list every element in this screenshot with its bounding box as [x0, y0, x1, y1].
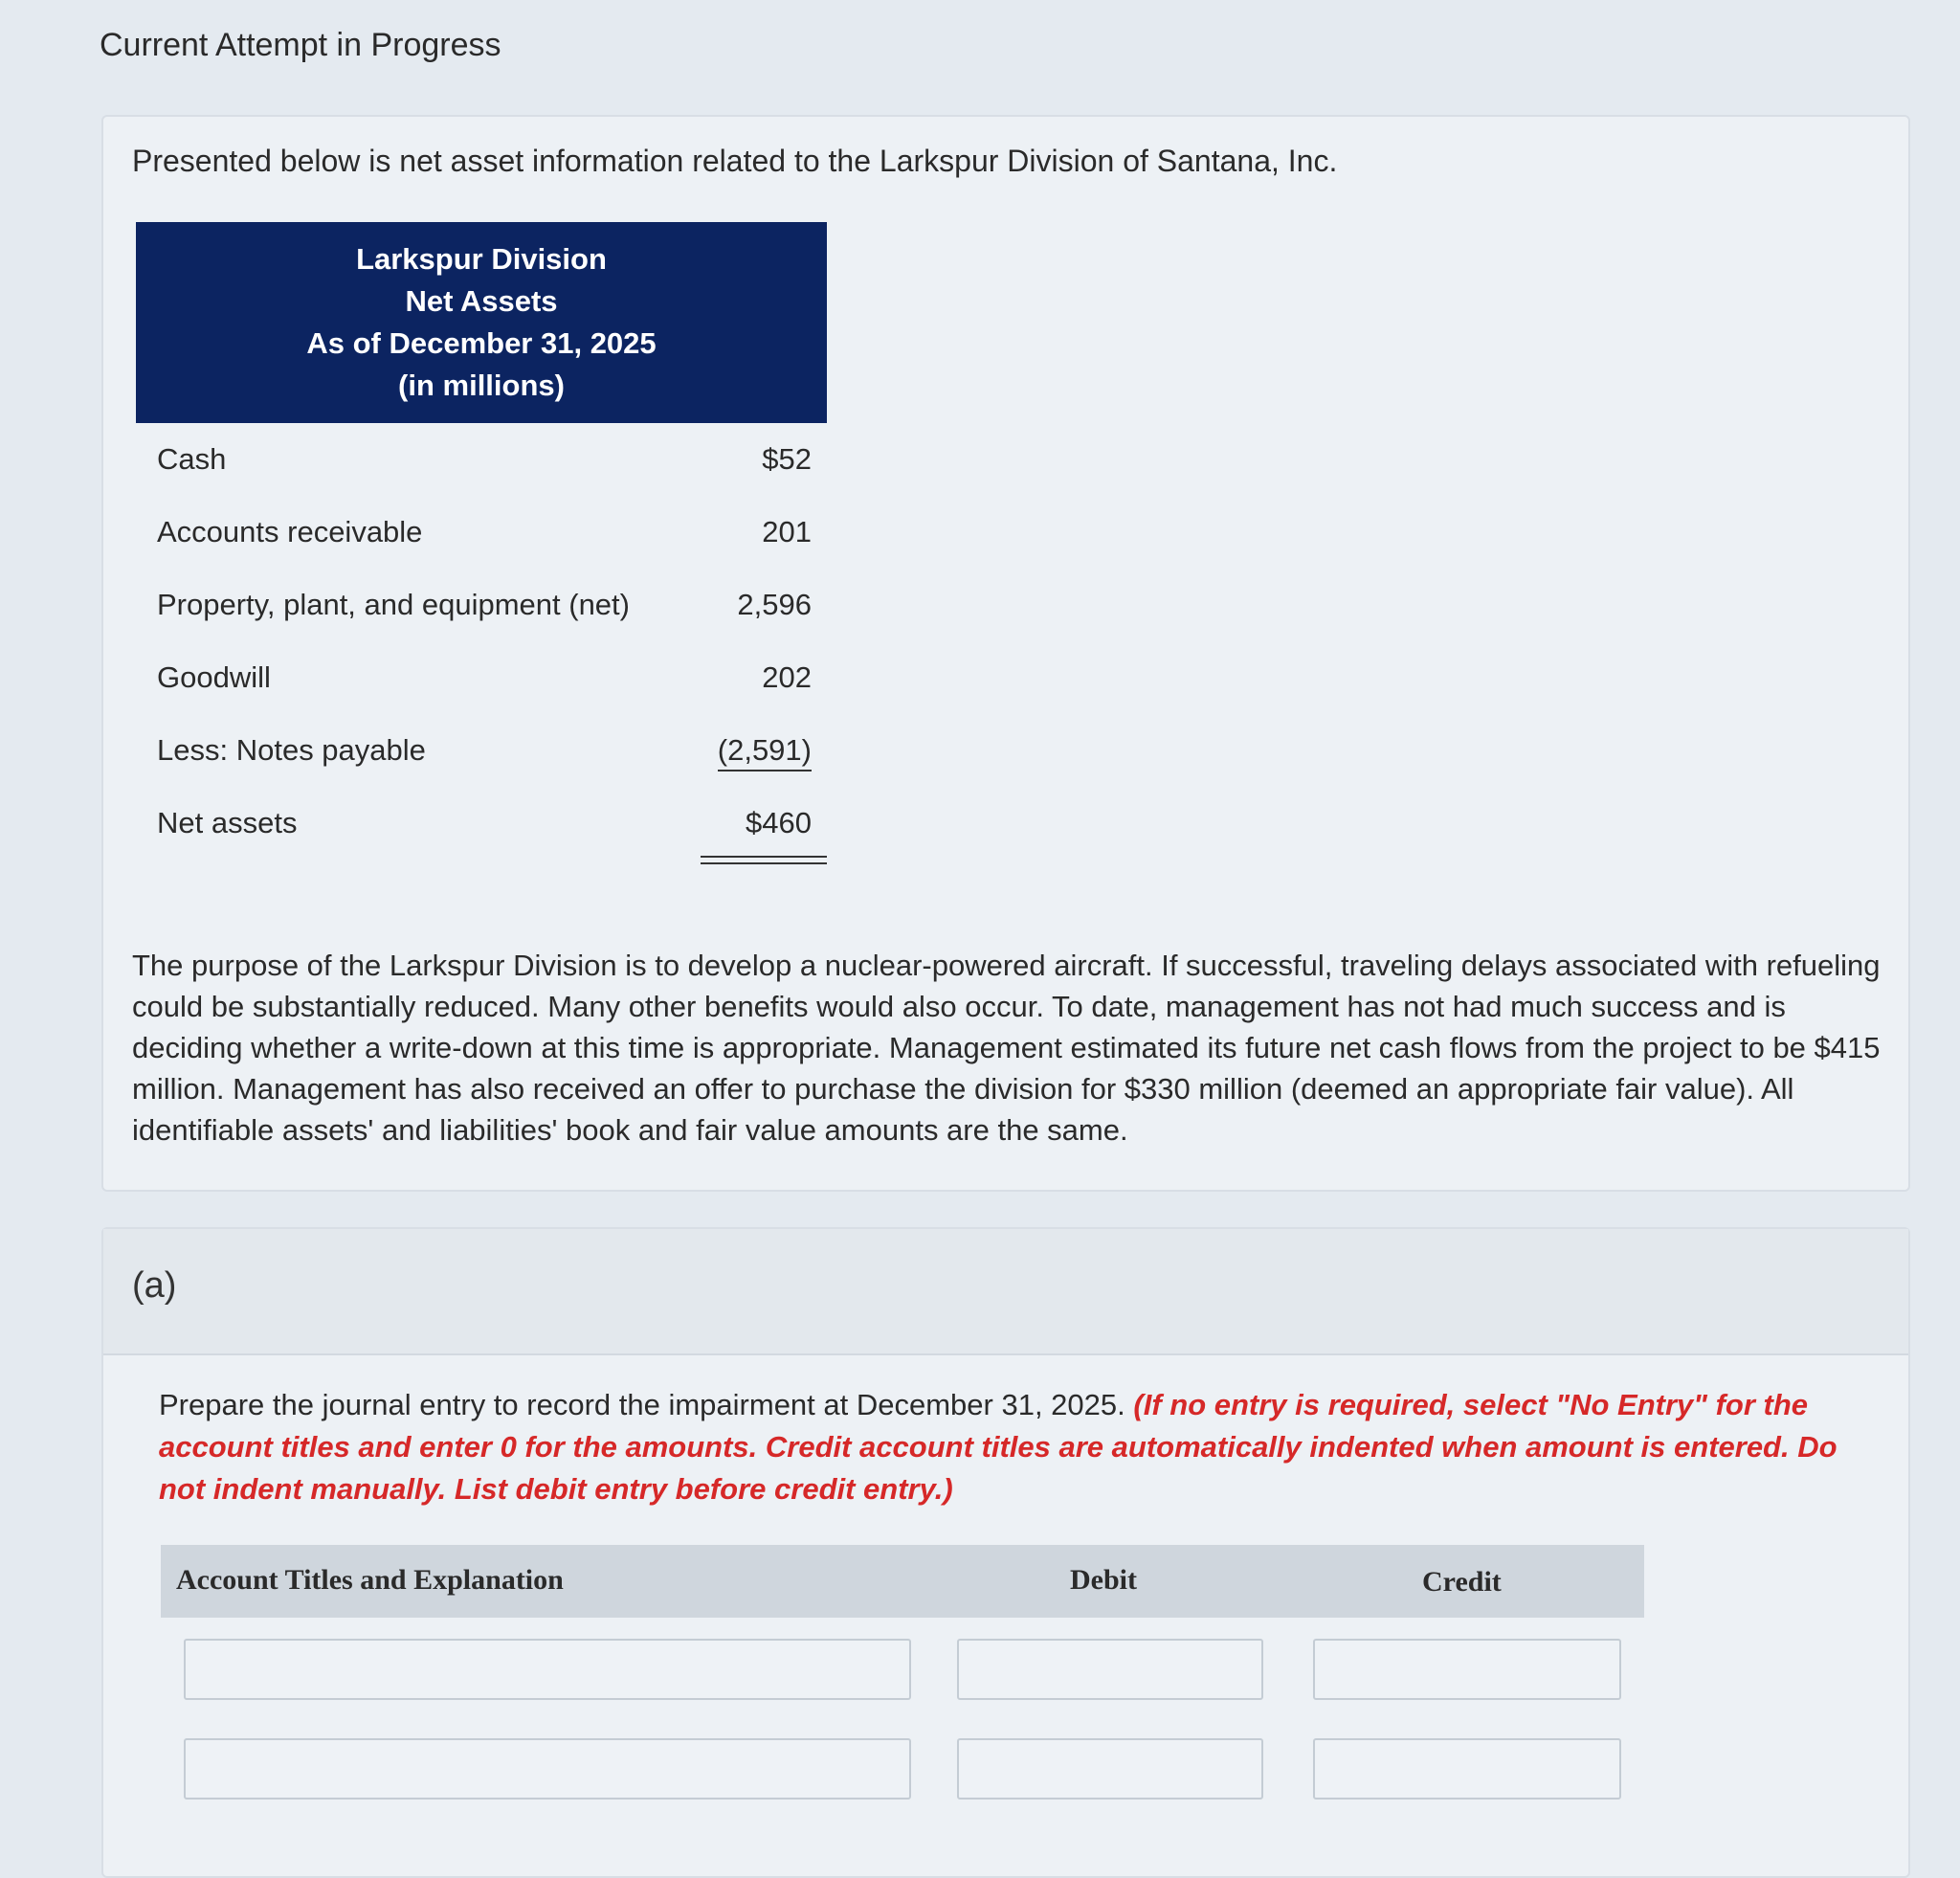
table-row	[136, 436, 827, 484]
row-amount: $52	[762, 442, 812, 476]
total-double-underline	[701, 856, 827, 864]
credit-input[interactable]	[1313, 1639, 1621, 1700]
row-label: Goodwill	[157, 660, 271, 694]
column-header-debit: Debit	[1070, 1564, 1137, 1596]
row-amount: (2,591)	[718, 733, 812, 771]
column-header-credit: Credit	[1422, 1566, 1502, 1598]
journal-header	[161, 1545, 1644, 1618]
table-row	[136, 582, 827, 630]
table-row	[136, 655, 827, 703]
row-label: Cash	[157, 442, 227, 476]
table-row	[136, 509, 827, 557]
table-row	[136, 727, 827, 775]
row-label: Net assets	[157, 806, 298, 839]
debit-input[interactable]	[957, 1738, 1263, 1800]
row-label: Property, plant, and equipment (net)	[157, 588, 630, 621]
intro-text: Presented below is net asset information related to the Larkspur Division of Santana, Inc.	[132, 144, 1338, 178]
table-header-line: As of December 31, 2025	[306, 326, 657, 360]
account-title-input[interactable]	[184, 1738, 911, 1800]
row-amount: 202	[762, 660, 812, 694]
problem-card	[101, 115, 1910, 1192]
row-amount: 2,596	[737, 588, 812, 621]
debit-input[interactable]	[957, 1639, 1263, 1700]
account-title-input[interactable]	[184, 1639, 911, 1700]
part-a-header	[103, 1229, 1908, 1355]
column-header-account: Account Titles and Explanation	[176, 1564, 564, 1596]
page-title: Current Attempt in Progress	[100, 27, 501, 63]
table-row	[136, 800, 827, 848]
row-amount: 201	[762, 515, 812, 548]
instruction-note: (If no entry is required, select "No Entry" for the account titles and enter 0 for the amounts. Credit account titles are automatically indented when amount is entered. Do not indent manually. List debit entry before credit entry.)	[159, 1388, 1838, 1506]
table-header-line: (in millions)	[398, 369, 565, 402]
instruction-text: Prepare the journal entry to record the impairment at December 31, 2025.	[159, 1388, 1125, 1421]
row-amount: $460	[746, 806, 812, 839]
part-label: (a)	[132, 1265, 177, 1306]
net-assets-table-header	[136, 222, 827, 423]
table-header-line: Net Assets	[405, 284, 558, 318]
part-a-card	[101, 1227, 1910, 1878]
row-label: Less: Notes payable	[157, 733, 426, 767]
table-header-line: Larkspur Division	[356, 242, 607, 276]
problem-description: The purpose of the Larkspur Division is to develop a nuclear-powered aircraft. If successful, traveling delays associated with refueling could be substantially reduced. Many other benefits would also occur. To date, management has not had much success and is deciding whether a write-down at this time is appropriate. Management estimated its future net cash flows from the project to be $415 million. Management has also received an offer to purchase the division for $330 million (deemed an appropriate fair value). All identifiable assets' and liabilities' book and fair value amounts are the same.	[132, 949, 1881, 1147]
credit-input[interactable]	[1313, 1738, 1621, 1800]
instructions	[159, 1384, 1862, 1510]
row-label: Accounts receivable	[157, 515, 423, 548]
